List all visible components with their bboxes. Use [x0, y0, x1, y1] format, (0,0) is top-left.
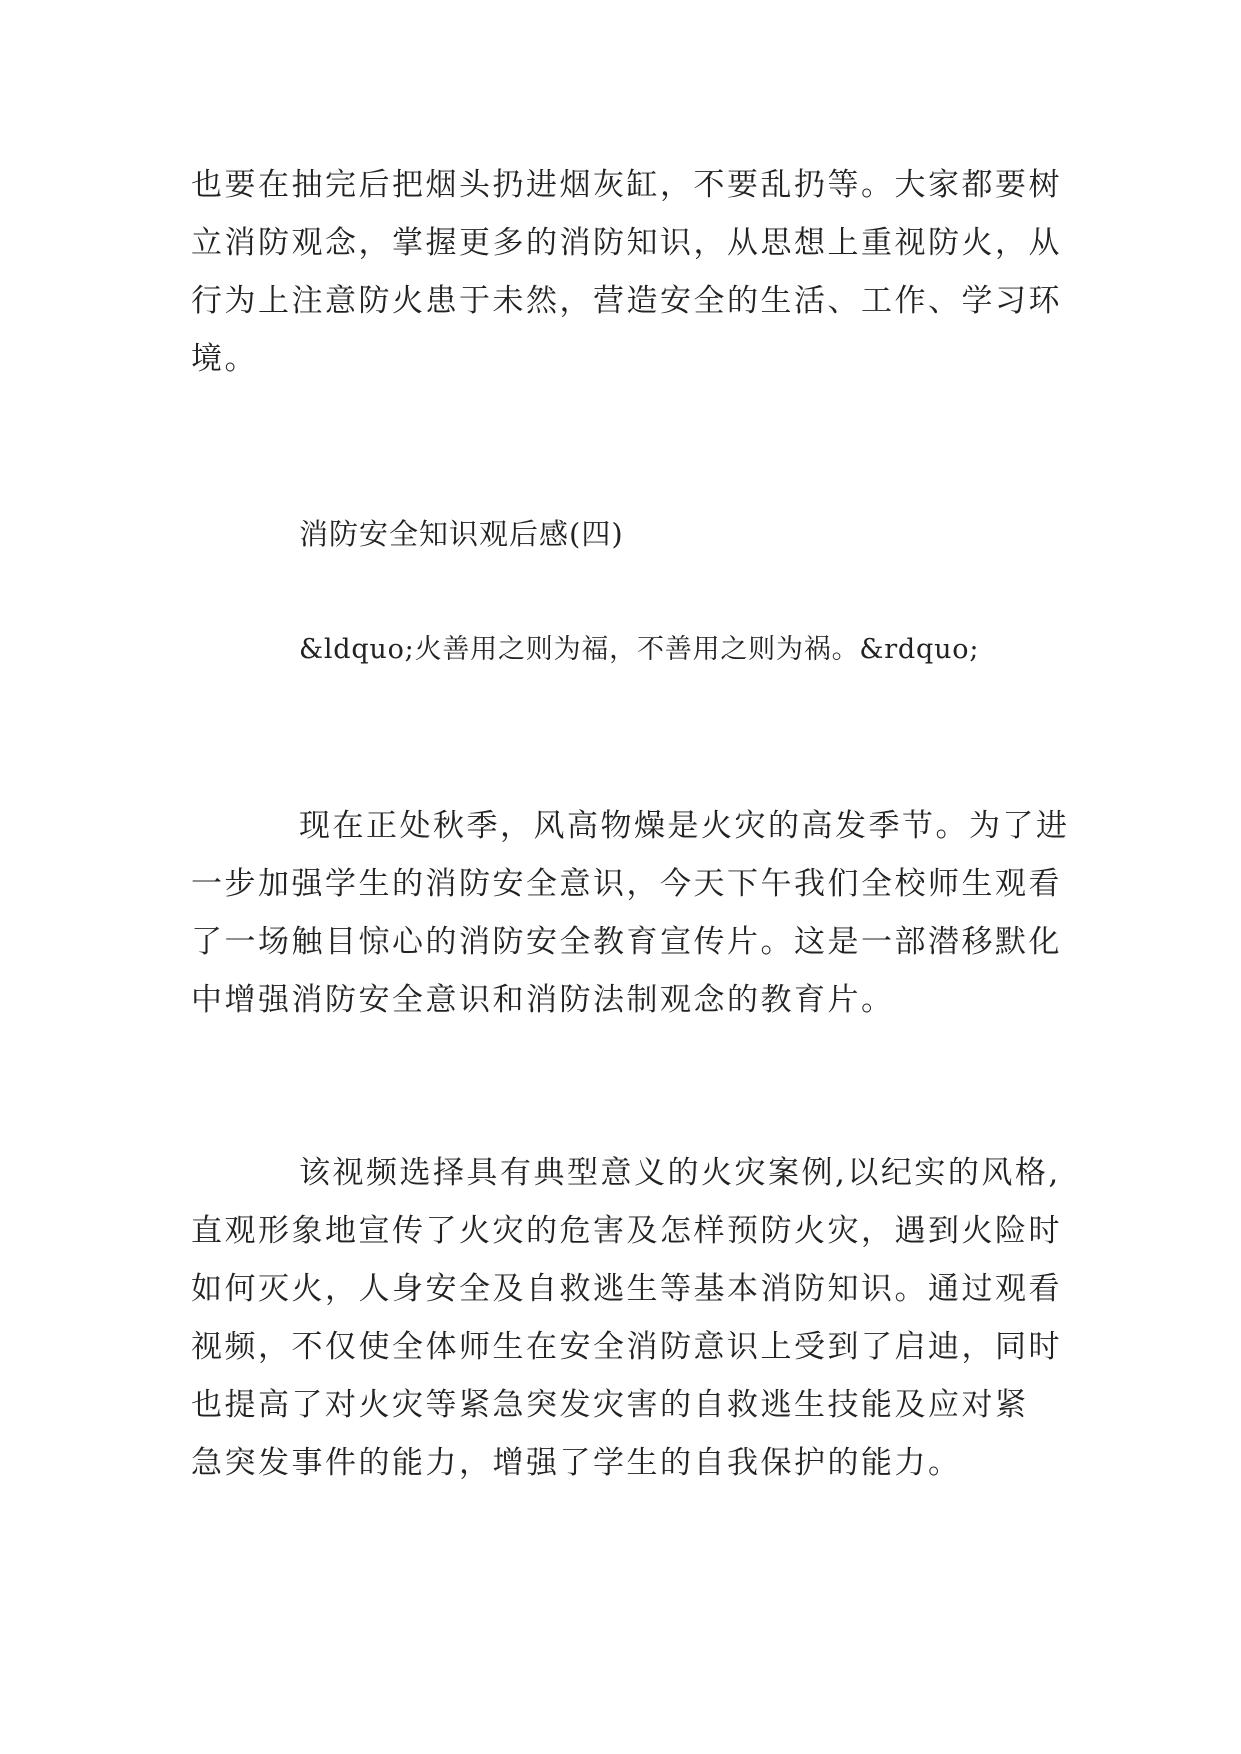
text-line: 了一场触目惊心的消防安全教育宣传片。这是一部潜移默化 — [191, 924, 1062, 960]
text-line: 直观形象地宣传了火灾的危害及怎样预防火灾，遇到火险时 — [191, 1213, 1062, 1249]
quote-line: &ldquo;火善用之则为福，不善用之则为祸。&rdquo; — [299, 634, 980, 665]
text-line: 一步加强学生的消防安全意识，今天下午我们全校师生观看 — [191, 866, 1062, 902]
text-line: 如何灭火，人身安全及自救逃生等基本消防知识。通过观看 — [191, 1271, 1062, 1307]
text-line: 急突发事件的能力，增强了学生的自我保护的能力。 — [191, 1445, 962, 1481]
text-line: 该视频选择具有典型意义的火灾案例,以纪实的风格, — [299, 1155, 1061, 1191]
text-line: 也要在抽完后把烟头扔进烟灰缸，不要乱扔等。大家都要树 — [191, 167, 1062, 203]
section-title: 消防安全知识观后感(四) — [299, 517, 624, 551]
text-line: 行为上注意防火患于未然，营造安全的生活、工作、学习环 — [191, 283, 1062, 319]
text-line: 也提高了对火灾等紧急突发灾害的自救逃生技能及应对紧 — [191, 1387, 1029, 1423]
text-line: 立消防观念，掌握更多的消防知识，从思想上重视防火，从 — [191, 225, 1062, 261]
text-line: 中增强消防安全意识和消防法制观念的教育片。 — [191, 982, 895, 1018]
text-line: 视频，不仅使全体师生在安全消防意识上受到了启迪，同时 — [191, 1329, 1062, 1365]
text-line: 境。 — [191, 341, 258, 377]
text-line: 现在正处秋季，风高物燥是火灾的高发季节。为了进 — [299, 808, 1070, 844]
